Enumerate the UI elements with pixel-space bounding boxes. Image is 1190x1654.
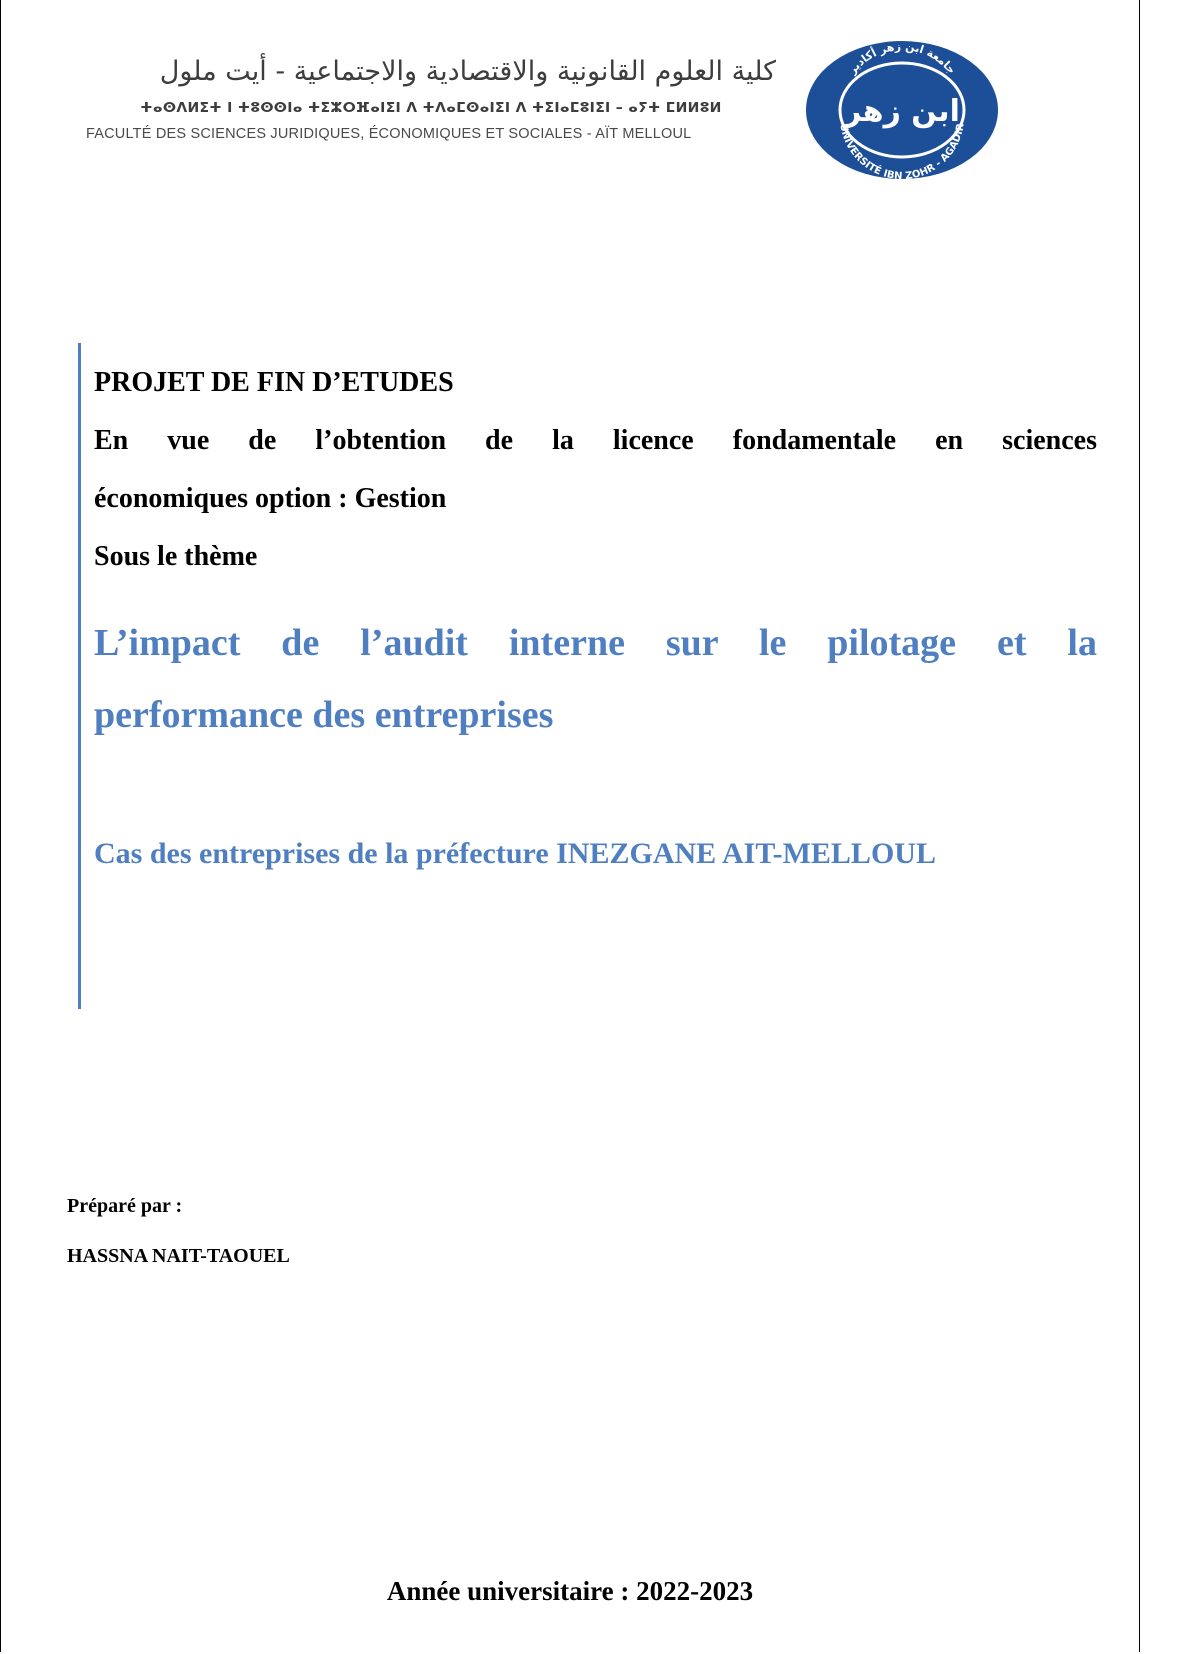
document-type: PROJET DE FIN D’ETUDES: [94, 367, 454, 398]
theme-label: Sous le thème: [94, 541, 258, 572]
author-name: HASSNA NAIT-TAOUEL: [67, 1245, 290, 1267]
faculty-name-french: FACULTÉ DES SCIENCES JURIDIQUES, ÉCONOMIQUES ET SOCIALES - AÏT MELLOUL: [86, 126, 692, 142]
seal-center-glyph: ابن زهر: [844, 94, 960, 129]
seal-top-text: جامعة ابن زهر أكادير: [845, 39, 959, 77]
thesis-title-line-2: performance des entreprises: [94, 694, 554, 736]
faculty-name-tifinagh: ⵜⴰⵙⴷⵍⵉⵜ ⵏ ⵜⵓⵙⵙⵏⴰ ⵜⵉⵣⵔⴼⴰⵏⵉⵏ ⴷ ⵜⴷⴰⵎⵙⴰⵏⵉⵏ ⴷ ⵜⵉⵏⴰⵎⵓⵏⵉⵏ – ⴰⵢⵜ ⵎⵍⵍⵓⵍ: [140, 100, 722, 116]
university-seal-logo: [802, 39, 1002, 181]
degree-line-2: économiques option : Gestion: [94, 483, 447, 514]
degree-line-1: En vue de l’obtention de la licence fondamentale en sciences: [94, 425, 1097, 456]
left-accent-rule: [78, 343, 81, 1009]
case-study-subtitle: Cas des entreprises de la préfecture INEZGANE AIT-MELLOUL: [94, 837, 936, 870]
seal-bottom-text: UNIVERSITÉ IBN ZOHR - AGADIR: [837, 122, 967, 181]
prepared-by-label: Préparé par :: [67, 1195, 183, 1217]
faculty-name-arabic: كلية العلوم القانونية والاقتصادية والاجتماعية - أيت ملول: [159, 56, 776, 87]
academic-year: Année universitaire : 2022-2023: [386, 1576, 754, 1606]
thesis-title-line-1: L’impact de l’audit interne sur le pilotage et la: [94, 622, 1097, 664]
